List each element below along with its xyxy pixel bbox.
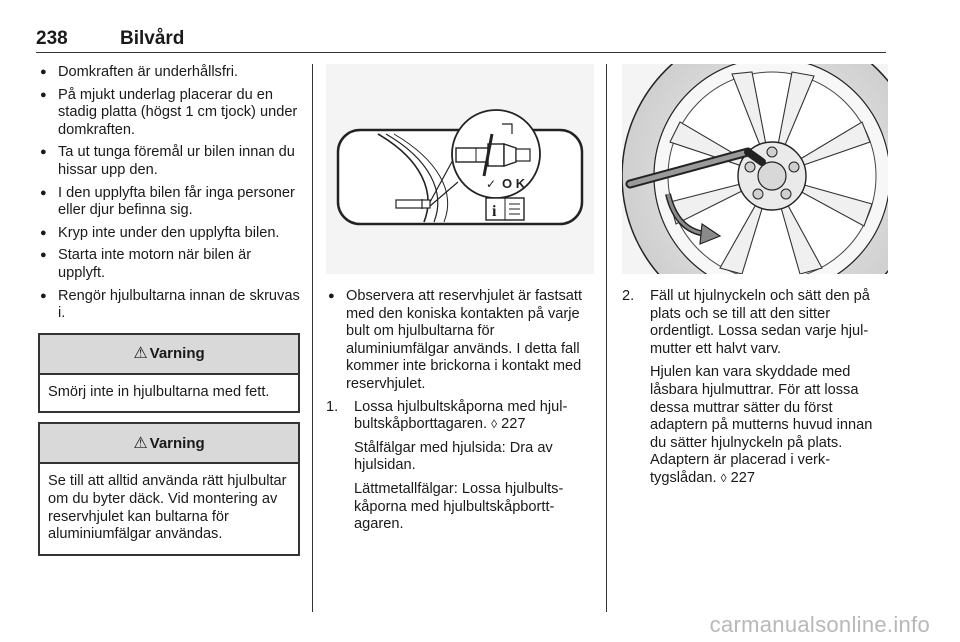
page-reference-icon: ◊ <box>491 417 498 432</box>
procedure-steps <box>326 399 594 534</box>
spare-wheel-bolt-illustration <box>326 64 594 274</box>
column-divider-1 <box>312 64 313 612</box>
list-item: ● Starta inte motorn när bilen är upplyft. <box>38 247 300 282</box>
warning-title: Varning <box>149 434 205 452</box>
list-item: ● Ta ut tunga föremål ur bilen innan du hissar upp den. <box>38 144 300 179</box>
step-text: Lossa hjulbultskåporna med hjulbultskåpborttagaren. ◊ 227 <box>354 398 568 433</box>
page-title: Bilvård <box>120 28 185 49</box>
step-1 <box>326 399 594 534</box>
list-item: ● Observera att reservhjulet är fastsatt med den koniska kontakten på varje bult om hjulbultarna för aluminiumfälgar används. I detta fall kommer inte brickorna i kontakt med reservhjulet. <box>326 288 594 394</box>
list-item: ● Rengör hjulbultarna innan de skruvas i. <box>38 288 300 323</box>
spare-wheel-note <box>326 288 594 394</box>
checkmark-icon: ✓ <box>486 177 497 191</box>
step-2 <box>622 288 888 488</box>
column-3 <box>622 64 888 494</box>
page-reference-link[interactable]: 227 <box>730 469 755 486</box>
warning-icon: ⚠ <box>133 344 148 362</box>
list-item: ● På mjukt underlag placerar du en stadig platta (högst 1 cm tjock) under domkraften. <box>38 87 300 140</box>
column-2 <box>326 64 594 540</box>
warning-title: Varning <box>149 344 205 362</box>
page-header <box>36 28 886 50</box>
step-paragraph: Hjulen kan vara skyddade med låsbara hjulmuttrar. För att lossa dessa muttrar sätter du först adaptern på mutterns huvud innan du sätter hjulnyckeln på plats. Adaptern är placerad i verktygslådan. ◊ 227 <box>650 364 873 486</box>
list-item: ● I den upplyfta bilen får inga personer eller djur befinna sig. <box>38 185 300 220</box>
warning-box <box>38 422 300 555</box>
column-divider-2 <box>606 64 607 612</box>
watermark: carmanualsonline.info <box>709 612 930 637</box>
warning-text: Smörj inte in hjulbultarna med fett. <box>48 383 270 400</box>
ok-label: O K <box>502 176 526 191</box>
info-label: i <box>492 203 497 220</box>
jack-safety-list <box>38 64 300 323</box>
procedure-steps <box>622 288 888 488</box>
column-1 <box>38 64 300 565</box>
step-paragraph: Lättmetallfälgar: Lossa hjulbultskåporna med hjulbultskåpborttagaren. <box>354 480 564 533</box>
step-number: 1. <box>326 398 339 415</box>
step-number: 2. <box>622 288 635 304</box>
step-text: Fäll ut hjulnyckeln och sätt den på plats och se till att den sitter ordentligt. Lossa sedan varje hjulmutter ett halvt varv. <box>650 288 870 357</box>
list-item: ● Kryp inte under den upplyfta bilen. <box>38 225 300 243</box>
page-reference-icon: ◊ <box>720 470 727 485</box>
header-divider <box>36 52 886 53</box>
step-paragraph: Stålfälgar med hjulsida: Dra av hjulsidan. <box>354 439 553 474</box>
list-item: ● Domkraften är underhållsfri. <box>38 64 300 82</box>
bolt-diagram-svg <box>326 64 594 274</box>
page-reference-link[interactable]: 227 <box>501 416 526 433</box>
wheel-wrench-illustration <box>622 64 888 274</box>
page-number: 238 <box>36 28 68 49</box>
warning-header <box>40 335 298 375</box>
warning-text: Se till att alltid använda rätt hjulbultar om du byter däck. Vid montering av reservhjulet kan bultarna för aluminiumfälgar användas. <box>48 473 287 543</box>
warning-icon: ⚠ <box>133 434 148 452</box>
warning-box <box>38 333 300 414</box>
warning-header <box>40 424 298 464</box>
wheel-diagram-svg <box>622 64 888 274</box>
